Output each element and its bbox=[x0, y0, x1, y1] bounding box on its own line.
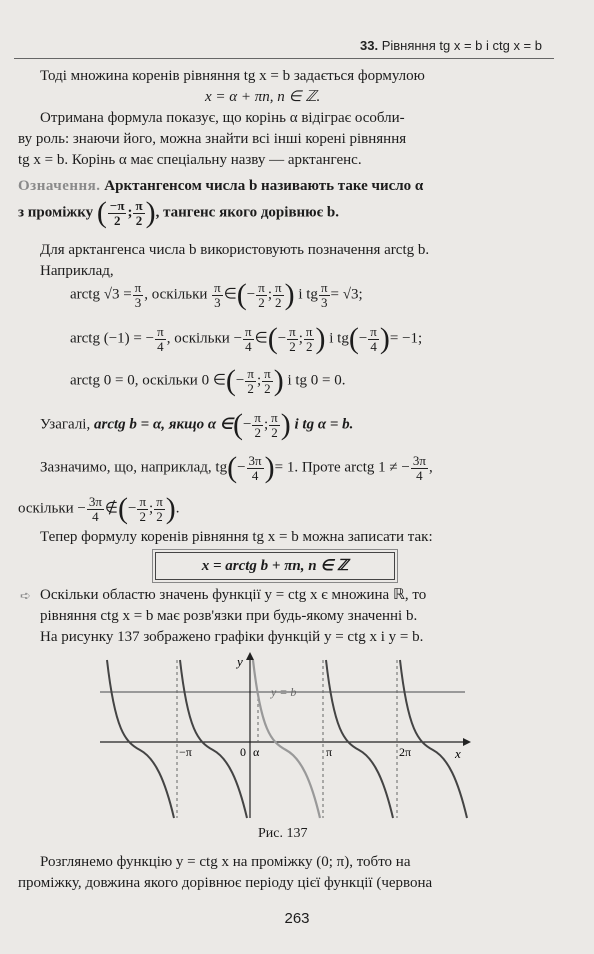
frac-den: 2 bbox=[258, 294, 265, 310]
ex1-end: = √3; bbox=[330, 286, 363, 303]
note-1: Зазначимо, що, наприклад, tg bbox=[40, 459, 228, 476]
example-1: arctg √3 = $\frac{\pi}{3}$ , оскільки $\frac{\pi}{3}$ ∈(− $\frac{\pi}{2}$ ; $\frac{\pi}{2}$ ) і tg $\frac{\pi}{3}$ = √3; bbox=[70, 278, 363, 311]
ex2-right: і tg bbox=[329, 330, 349, 347]
frac-num: π bbox=[370, 323, 377, 339]
para-5-line-1: Оскільки областю значень функції y = ctg x є множина ℝ, то bbox=[40, 587, 427, 603]
tick-neg-pi: −π bbox=[179, 745, 192, 759]
cot-branch bbox=[400, 660, 467, 818]
frac-num: π bbox=[289, 323, 296, 339]
para-4: Тепер формулу коренів рівняння tg x = b можна записати так: bbox=[40, 529, 433, 545]
definition-keyword: Означення. bbox=[18, 178, 101, 194]
tick-alpha: α bbox=[253, 745, 260, 759]
x-axis-label: x bbox=[455, 746, 461, 761]
frac-num: 3π bbox=[248, 452, 262, 468]
general-2: arctg b = α, якщо α ∈ bbox=[93, 416, 233, 433]
cot-branch bbox=[326, 660, 393, 818]
ex1-right: і tg bbox=[298, 286, 318, 303]
frac-den: 2 bbox=[289, 338, 296, 354]
frac-num: −π bbox=[109, 197, 125, 213]
frac-den: 3 bbox=[134, 294, 142, 310]
cotangent-graph bbox=[95, 650, 475, 820]
tick-zero: 0 bbox=[240, 745, 246, 759]
frac-den: 2 bbox=[139, 508, 146, 524]
para-3-line-1: Для арктангенса числа b використовують позначення arctg b. bbox=[40, 242, 430, 258]
tick-2pi: 2π bbox=[399, 745, 412, 759]
definition-text-2a: з проміжку bbox=[18, 204, 94, 221]
frac-num: π bbox=[134, 279, 142, 295]
frac-den: 4 bbox=[92, 508, 99, 524]
note-4: . bbox=[175, 500, 180, 517]
frac-den: 4 bbox=[245, 338, 252, 354]
frac-num: π bbox=[264, 365, 271, 381]
cot-branch bbox=[180, 660, 247, 818]
y-axis-arrow bbox=[246, 652, 254, 660]
section-number: 33. bbox=[359, 38, 379, 53]
para-5-line-3: На рисунку 137 зображено графіки функцій y = ctg x і y = b. bbox=[40, 629, 424, 645]
frac-num: π bbox=[157, 323, 164, 339]
frac-num: π bbox=[271, 409, 278, 425]
ex2-left: arctg (−1) = − bbox=[70, 330, 155, 347]
frac-den: 3 bbox=[320, 294, 328, 310]
frac-num: π bbox=[139, 493, 147, 509]
figure-caption: Рис. 137 bbox=[258, 826, 308, 841]
frac-den: 2 bbox=[275, 294, 282, 310]
frac-num: π bbox=[305, 323, 313, 339]
frac-den: 4 bbox=[251, 467, 259, 483]
frac-den: 4 bbox=[370, 338, 377, 354]
para-2-line-3: tg x = b. Корінь α має спеціальну назву — арктангенс. bbox=[18, 152, 362, 168]
frac-num: π bbox=[320, 279, 328, 295]
frac-den: 2 bbox=[305, 338, 313, 354]
ex2-end: = −1; bbox=[389, 330, 423, 347]
para-2-line-1: Отримана формула показує, що корінь α відіграє особли- bbox=[40, 110, 405, 126]
ex1-mid: , оскільки bbox=[144, 286, 208, 303]
definition-text-2b: , тангенс якого дорівнює b. bbox=[155, 204, 339, 221]
frac-num: π bbox=[275, 279, 282, 295]
x-axis-arrow bbox=[463, 738, 471, 746]
header-rule bbox=[14, 58, 554, 59]
frac-den: 4 bbox=[416, 467, 423, 483]
example-2: arctg (−1) = − $\frac{\pi}{4}$ , оскільки − $\frac{\pi}{4}$ ∈(− $\frac{\pi}{2}$ ; $\frac{\pi}{2}$ ) і tg(− $\frac{\pi}{4}$ )= −1; bbox=[70, 322, 423, 355]
frac-num: π bbox=[254, 409, 261, 425]
definition-text-1: Арктангенсом числа b називають таке число α bbox=[104, 178, 424, 194]
frac-den: 2 bbox=[156, 508, 163, 524]
running-header bbox=[360, 38, 542, 53]
cot-branch bbox=[107, 660, 174, 818]
ex3-end: і tg 0 = 0. bbox=[287, 372, 346, 389]
definition-line-2: з проміжку ( $\frac{-\pi}{2}$ ; $\frac{\pi}{2}$ ), тангенс якого дорівнює b. bbox=[18, 196, 339, 229]
tick-pi: π bbox=[326, 745, 333, 759]
general-1: Узагалі, bbox=[40, 416, 91, 433]
frac-num: 3π bbox=[88, 493, 102, 509]
note-line-1: Зазначимо, що, наприклад, tg(− $\frac{3\pi}{4}$ )= 1. Проте arctg 1 ≠ − $\frac{3\pi}{4}$ , bbox=[40, 451, 433, 484]
frac-den: 3 bbox=[214, 294, 221, 310]
ex3-left: arctg 0 = 0, оскільки 0 ∈ bbox=[70, 372, 226, 389]
general-statement: Узагалі, arctg b = α, якщо α ∈(− $\frac{\pi}{2}$ ; $\frac{\pi}{2}$ ) і tg α = b. bbox=[40, 408, 354, 441]
frac-den: 2 bbox=[135, 212, 143, 228]
para-5-line-2: рівняння ctg x = b має розв'язки при будь-якому значенні b. bbox=[40, 608, 418, 624]
definition-line-1 bbox=[18, 176, 423, 197]
page-number: 263 bbox=[284, 910, 310, 927]
frac-num: π bbox=[247, 365, 254, 381]
frac-den: 2 bbox=[254, 424, 261, 440]
para-1: Тоді множина коренів рівняння tg x = b задається формулою bbox=[40, 68, 425, 84]
margin-arrow-icon: ➪ bbox=[20, 588, 31, 603]
note-2: = 1. Проте arctg 1 ≠ − bbox=[274, 459, 410, 476]
frac-num: 3π bbox=[412, 452, 426, 468]
frac-num: π bbox=[214, 279, 221, 295]
para-3-line-2: Наприклад, bbox=[40, 263, 114, 279]
frac-num: π bbox=[156, 493, 163, 509]
note-line-2: оскільки − $\frac{3\pi}{4}$ ∉(− $\frac{\pi}{2}$ ; $\frac{\pi}{2}$ ). bbox=[18, 492, 180, 525]
cot-branch-highlighted bbox=[253, 660, 320, 818]
section-title: Рівняння tg x = b і ctg x = b bbox=[381, 38, 542, 53]
frac-den: 2 bbox=[271, 424, 278, 440]
frac-den: 2 bbox=[264, 380, 271, 396]
example-3: arctg 0 = 0, оскільки 0 ∈(− $\frac{\pi}{2}$ ; $\frac{\pi}{2}$ ) і tg 0 = 0. bbox=[70, 364, 346, 397]
frac-num: π bbox=[135, 197, 143, 213]
para-6-line-1: Розглянемо функцію y = ctg x на проміжку (0; π), тобто на bbox=[40, 854, 411, 870]
ex2-mid: , оскільки − bbox=[166, 330, 243, 347]
frac-num: π bbox=[258, 279, 265, 295]
boxed-formula: x = arctg b + πn, n ∈ ℤ bbox=[155, 552, 395, 580]
para-6-line-2: проміжку, довжина якого дорівнює періоду цієї функції (червона bbox=[18, 875, 433, 891]
ex1-left: arctg √3 = bbox=[70, 286, 132, 303]
frac-den: 4 bbox=[157, 338, 164, 354]
line-label: y = b bbox=[271, 685, 297, 699]
y-axis-label: y bbox=[237, 654, 243, 669]
general-3: і tg α = b. bbox=[294, 416, 354, 433]
note-3: оскільки − bbox=[18, 500, 86, 517]
frac-num: π bbox=[245, 323, 252, 339]
frac-den: 2 bbox=[247, 380, 254, 396]
para-2-line-2: ву роль: знаючи його, можна знайти всі інші корені рівняння bbox=[18, 131, 407, 147]
formula-1: x = α + πn, n ∈ ℤ. bbox=[205, 89, 321, 105]
frac-den: 2 bbox=[113, 212, 121, 228]
